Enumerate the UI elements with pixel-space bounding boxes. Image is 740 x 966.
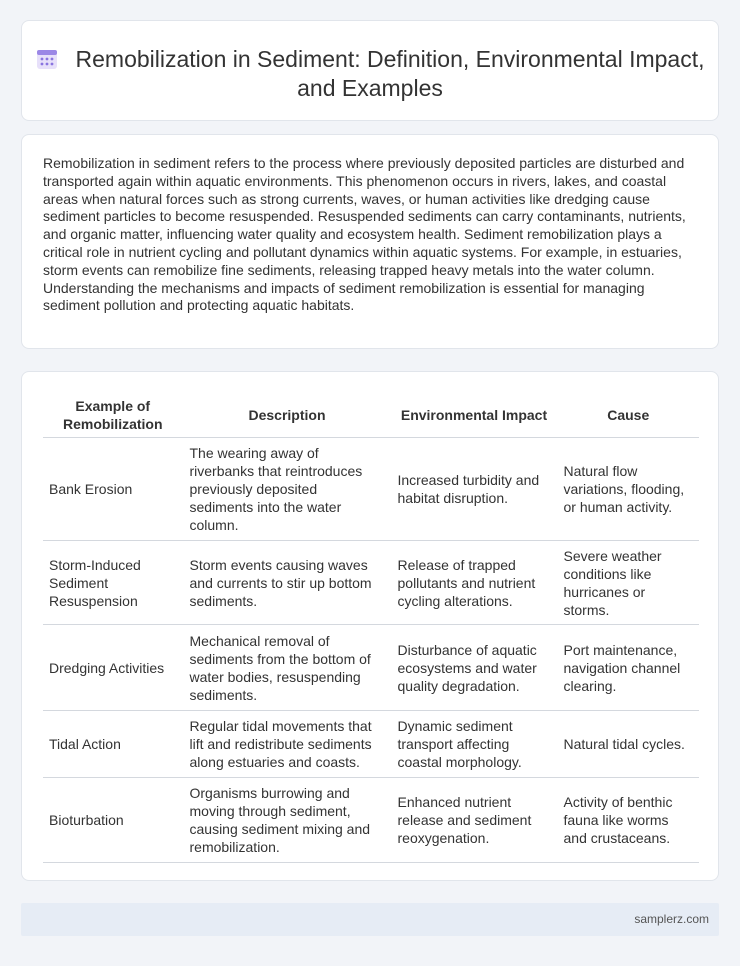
cell-example: Dredging Activities — [43, 625, 183, 711]
cell-example: Bank Erosion — [43, 438, 183, 541]
cell-cause: Natural flow variations, flooding, or human activity. — [557, 438, 699, 541]
table-row — [43, 778, 699, 863]
table-header-row — [43, 393, 699, 438]
header-cause: Cause — [557, 393, 699, 438]
header-impact: Environmental Impact — [391, 393, 557, 438]
header-example: Example of Remobilization — [43, 393, 183, 438]
cell-cause: Port maintenance, navigation channel clearing. — [557, 625, 699, 711]
intro-card — [21, 134, 719, 349]
table-row — [43, 541, 699, 625]
cell-example: Bioturbation — [43, 778, 183, 863]
cell-example: Tidal Action — [43, 711, 183, 778]
cell-impact: Dynamic sediment transport affecting coastal morphology. — [391, 711, 557, 778]
cell-description: Organisms burrowing and moving through sediment, causing sediment mixing and remobilization. — [183, 778, 391, 863]
page-title: Remobilization in Sediment: Definition, Environmental Impact, and Examples — [75, 46, 705, 101]
table-row — [43, 711, 699, 778]
cell-impact: Enhanced nutrient release and sediment reoxygenation. — [391, 778, 557, 863]
cell-example: Storm-Induced Sediment Resuspension — [43, 541, 183, 625]
footer-site-link[interactable]: samplerz.com — [634, 912, 709, 926]
table-card — [21, 371, 719, 881]
header-description: Description — [183, 393, 391, 438]
table-row — [43, 625, 699, 711]
page-title-wrap — [22, 45, 718, 103]
calendar-grid-icon — [36, 48, 58, 70]
cell-description: The wearing away of riverbanks that reintroduces previously deposited sediments into the water column. — [183, 438, 391, 541]
cell-impact: Disturbance of aquatic ecosystems and water quality degradation. — [391, 625, 557, 711]
footer-bar — [21, 903, 719, 936]
cell-description: Regular tidal movements that lift and redistribute sediments along estuaries and coasts. — [183, 711, 391, 778]
examples-table — [43, 393, 699, 863]
cell-cause: Natural tidal cycles. — [557, 711, 699, 778]
intro-paragraph: Remobilization in sediment refers to the process where previously deposited particles are disturbed and transported again within aquatic environments. This phenomenon occurs in rivers, lakes, and coastal areas when natural forces such as strong currents, waves, or human activities like dredging cause sediment particles to become resuspended. Resuspended sediments can carry contaminants, nutrients, and organic matter, influencing water quality and ecosystem health. Sediment remobilization plays a critical role in nutrient cycling and pollutant dynamics within aquatic systems. For example, in estuaries, storm events can remobilize fine sediments, releasing trapped heavy metals into the water column. Understanding the mechanisms and impacts of sediment remobilization is essential for managing sediment pollution and protecting aquatic habitats. — [43, 155, 686, 314]
cell-impact: Release of trapped pollutants and nutrient cycling alterations. — [391, 541, 557, 625]
cell-description: Mechanical removal of sediments from the bottom of water bodies, resuspending sediments. — [183, 625, 391, 711]
cell-cause: Severe weather conditions like hurricanes or storms. — [557, 541, 699, 625]
table-row — [43, 438, 699, 541]
title-card — [21, 20, 719, 121]
cell-description: Storm events causing waves and currents to stir up bottom sediments. — [183, 541, 391, 625]
cell-impact: Increased turbidity and habitat disruption. — [391, 438, 557, 541]
cell-cause: Activity of benthic fauna like worms and crustaceans. — [557, 778, 699, 863]
